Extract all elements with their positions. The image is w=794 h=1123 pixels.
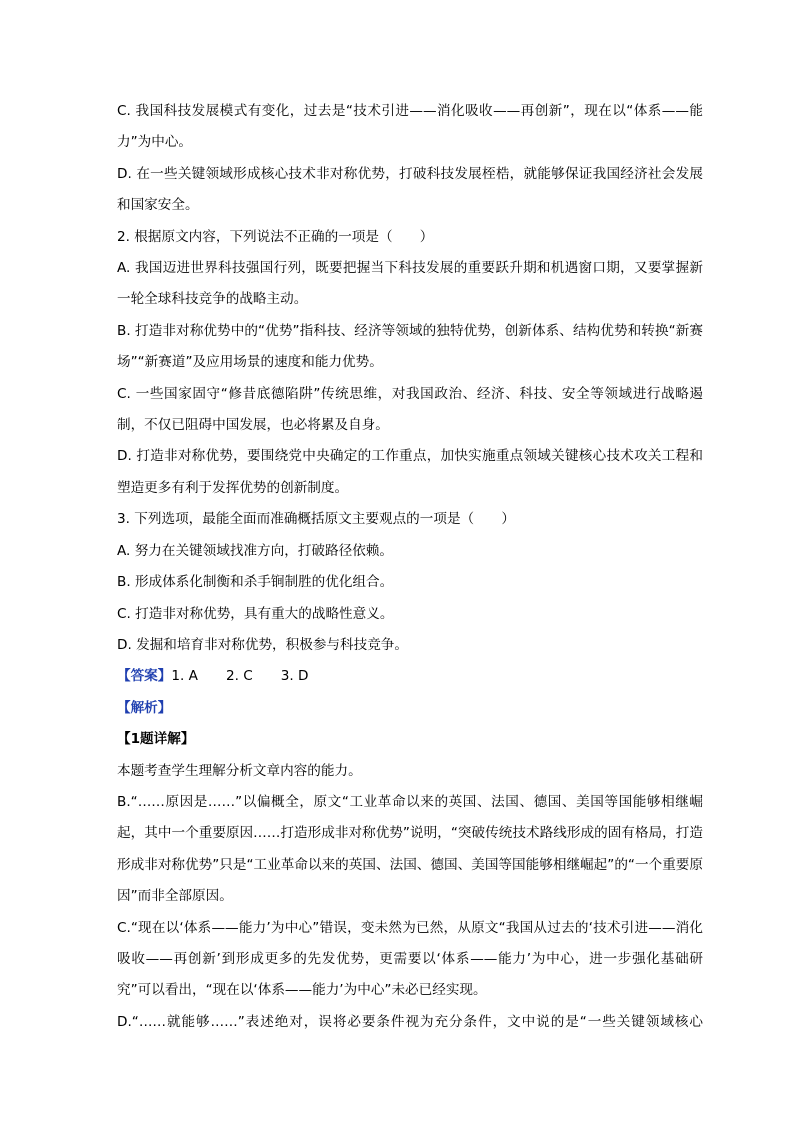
q3-stem: 3. 下列选项，最能全面而准确概括原文主要观点的一项是（ ）: [117, 511, 515, 528]
answer-3: 3. D: [280, 668, 309, 685]
q2-option-c: C. 一些国家固守“修昔底德陷阱”传统思维，对我国政治、经济、科技、安全等领域进行战略遏制，不仅已阻碍中国发展，也必将累及自身。: [117, 385, 703, 434]
analysis-intro: 本题考查学生理解分析文章内容的能力。: [117, 762, 362, 779]
document-page: [117, 96, 703, 1038]
q2-option-b: B. 打造非对称优势中的“优势”指科技、经济等领域的独特优势，创新体系、结构优势和转换“新赛场”“新赛道”及应用场景的速度和能力优势。: [117, 322, 703, 371]
q1-option-c: C. 我国科技发展模式有变化，过去是“技术引进——消化吸收——再创新”，现在以“体系——能力”为中心。: [117, 103, 703, 151]
q1-option-d: D. 在一些关键领域形成核心技术非对称优势，打破科技发展桎梏，就能够保证我国经济社会发展和国家安全。: [117, 165, 703, 214]
answer-line: [117, 661, 703, 692]
analysis-item-c: C.“现在以‘体系——能力’为中心”错误，变未然为已然，从原文“我国从过去的‘技术引进——消化吸收——再创新’到形成更多的先发优势，更需要以‘体系——能力’为中心，进一步强化基础研究”可以看出，“现在以‘体系——能力’为中心”未必已经实现。: [117, 919, 703, 999]
analysis-item-b: B.“……原因是……”以偏概全，原文“工业革命以来的英国、法国、德国、美国等国能够相继崛起，其中一个重要原因……打造形成非对称优势”说明，“突破传统技术路线形成的固有格局，打造形成非对称优势”只是“工业革命以来的英国、法国、德国、美国等国能够相继崛起”的“一个重要原因”而非全部原因。: [117, 793, 703, 905]
q3-option-c: C. 打造非对称优势，具有重大的战略性意义。: [117, 605, 394, 622]
q2-stem: 2. 根据原文内容，下列说法不正确的一项是（ ）: [117, 228, 434, 245]
detail-heading: 【1题详解】: [117, 731, 195, 748]
q3-option-b: B. 形成体系化制衡和杀手锏制胜的优化组合。: [117, 574, 394, 591]
answer-1: 1. A: [171, 668, 198, 685]
analysis-line: [117, 693, 703, 724]
analysis-item-d: D.“……就能够……”表述绝对，误将必要条件视为充分条件，文中说的是“一些关键领域核心: [117, 1013, 703, 1030]
answer-2: 2. C: [225, 668, 253, 685]
answer-values: [171, 668, 308, 684]
q2-option-a: A. 我国迈进世界科技强国行列，既要把握当下科技发展的重要跃升期和机遇窗口期，又要掌握新一轮全球科技竞争的战略主动。: [117, 260, 703, 308]
analysis-tag: 【解析】: [117, 699, 172, 716]
answer-tag: 【答案】: [117, 668, 172, 685]
q3-option-a: A. 努力在关键领域找准方向，打破路径依赖。: [117, 542, 393, 559]
q2-option-d: D. 打造非对称优势，要围绕党中央确定的工作重点，加快实施重点领域关键核心技术攻关工程和塑造更多有利于发挥优势的创新制度。: [117, 448, 703, 496]
q3-option-d: D. 发掘和培育非对称优势，积极参与科技竞争。: [117, 636, 408, 653]
